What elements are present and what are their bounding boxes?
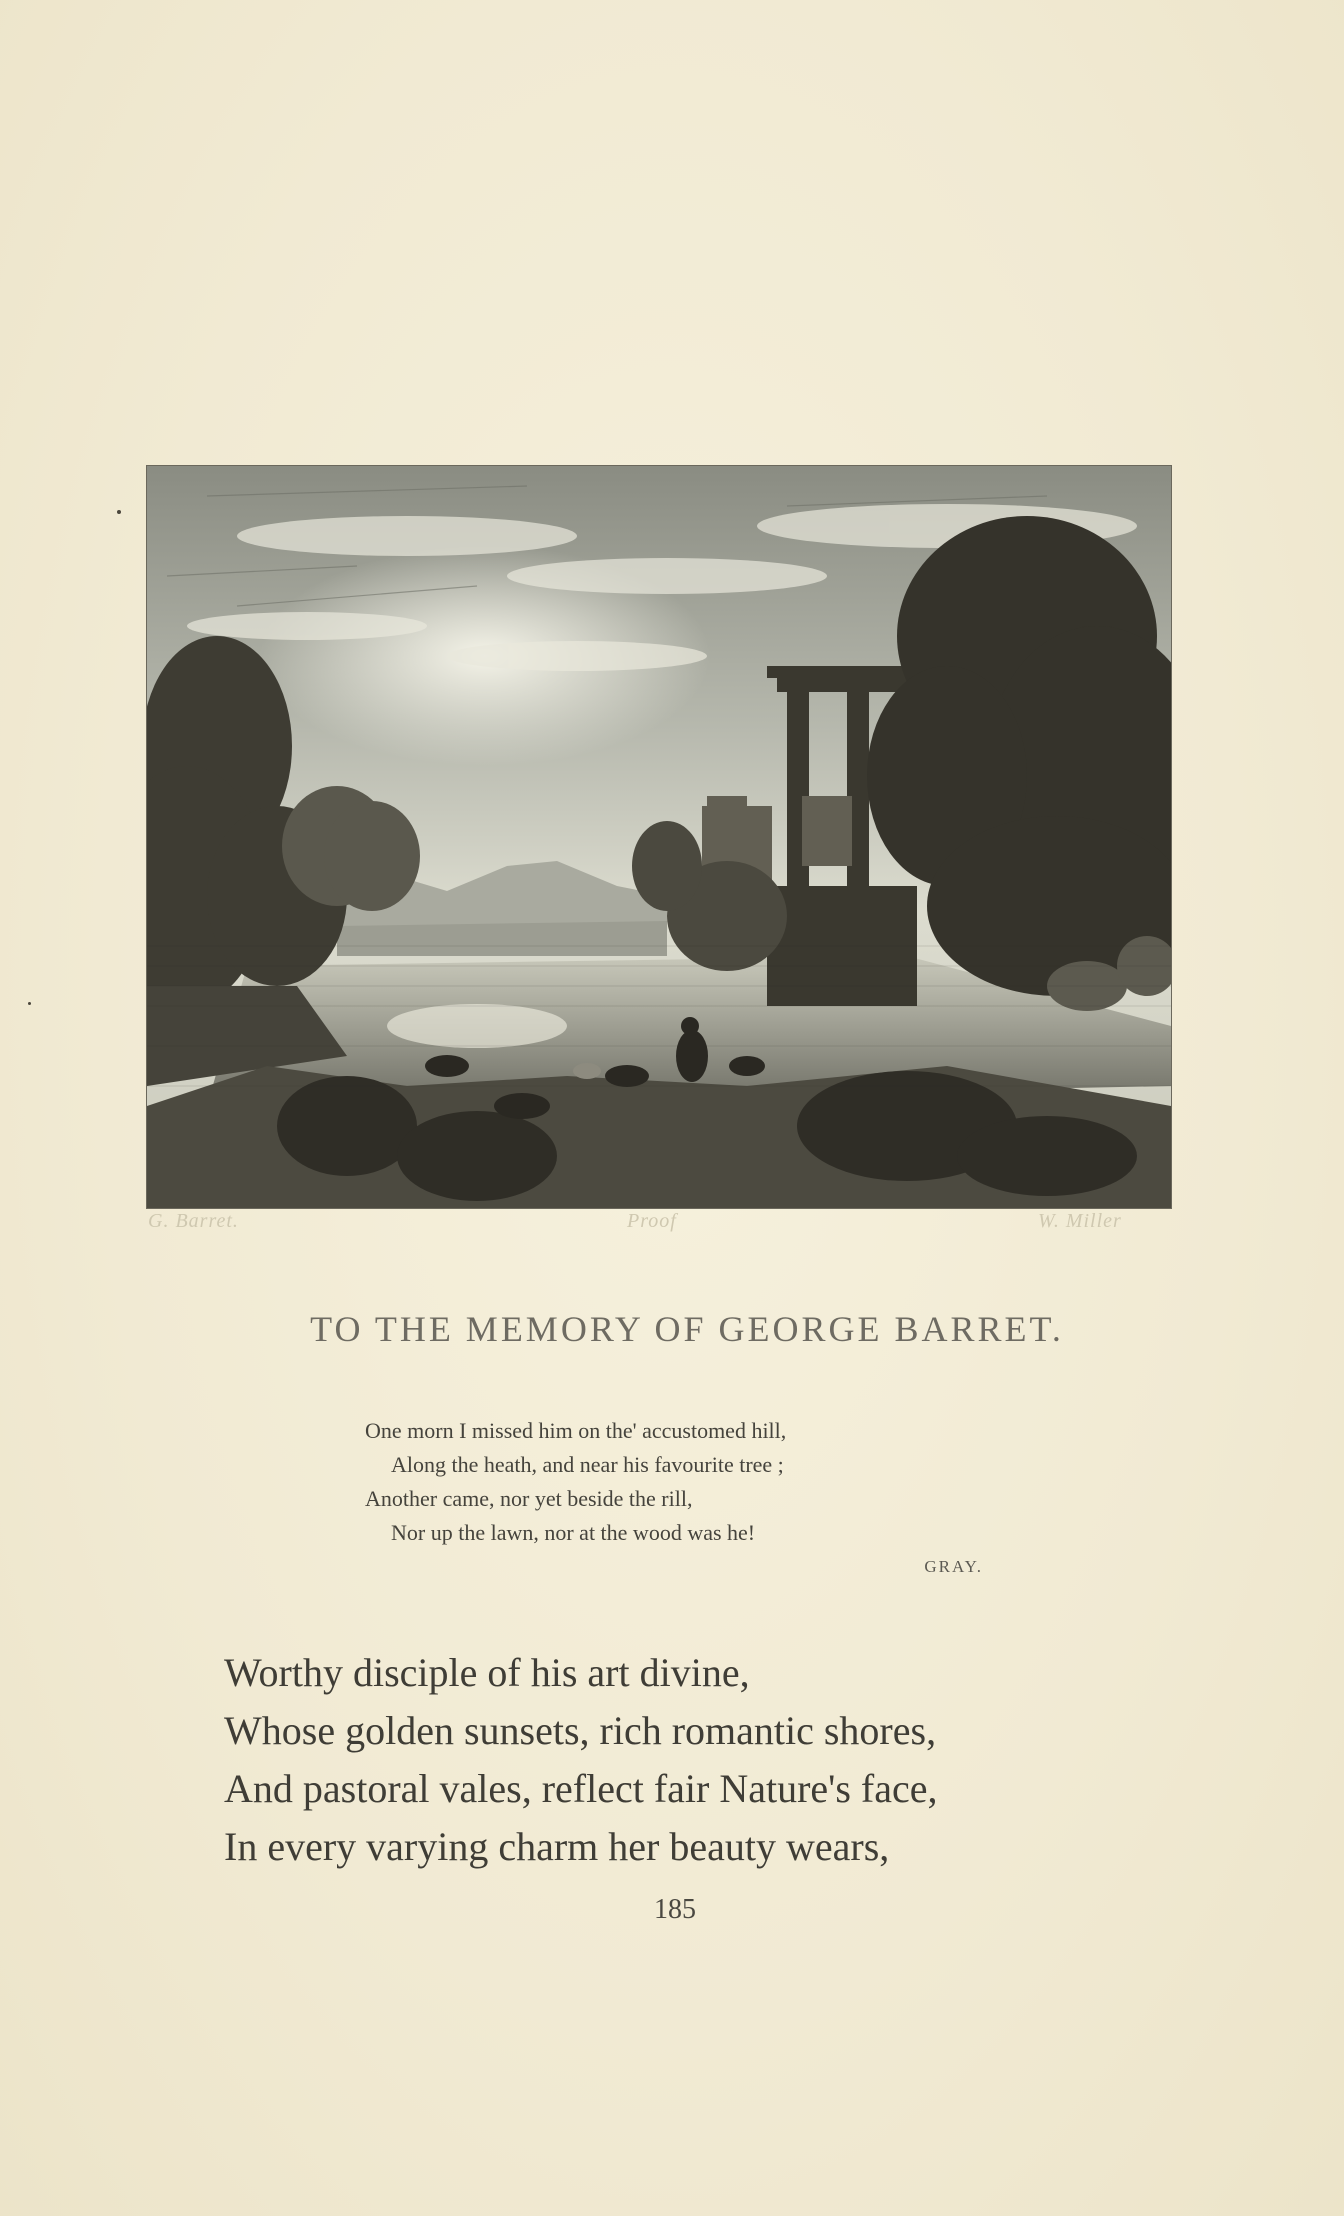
poem-line: In every varying charm her beauty wears, [224,1824,890,1869]
page-number: 185 [654,1894,696,1925]
paper-speck [28,1002,31,1005]
poem-body [224,1644,1144,1876]
paper-speck [117,510,121,514]
epigraph-line: One morn I missed him on the' accustomed hill, [365,1418,787,1443]
epigraph-line: Another came, nor yet beside the rill, [365,1486,693,1511]
proof-mark: Proof [627,1210,677,1232]
painter-credit: G. Barret. [148,1210,239,1232]
epigraph-author: GRAY. [924,1557,983,1576]
epigraph-line: Nor up the lawn, nor at the wood was he! [391,1520,756,1545]
epigraph [365,1414,1005,1584]
poem-line: Worthy disciple of his art divine, [224,1650,750,1695]
epigraph-line: Along the heath, and near his favourite tree ; [391,1452,784,1477]
landscape-engraving [147,466,1171,1208]
poem-line: And pastoral vales, reflect fair Nature's face, [224,1766,938,1811]
engraver-credit: W. Miller [1038,1210,1122,1232]
engraving-plate [147,466,1171,1208]
page-title: TO THE MEMORY OF GEORGE BARRET. [310,1309,1064,1349]
poem-line: Whose golden sunsets, rich romantic shores, [224,1708,937,1753]
